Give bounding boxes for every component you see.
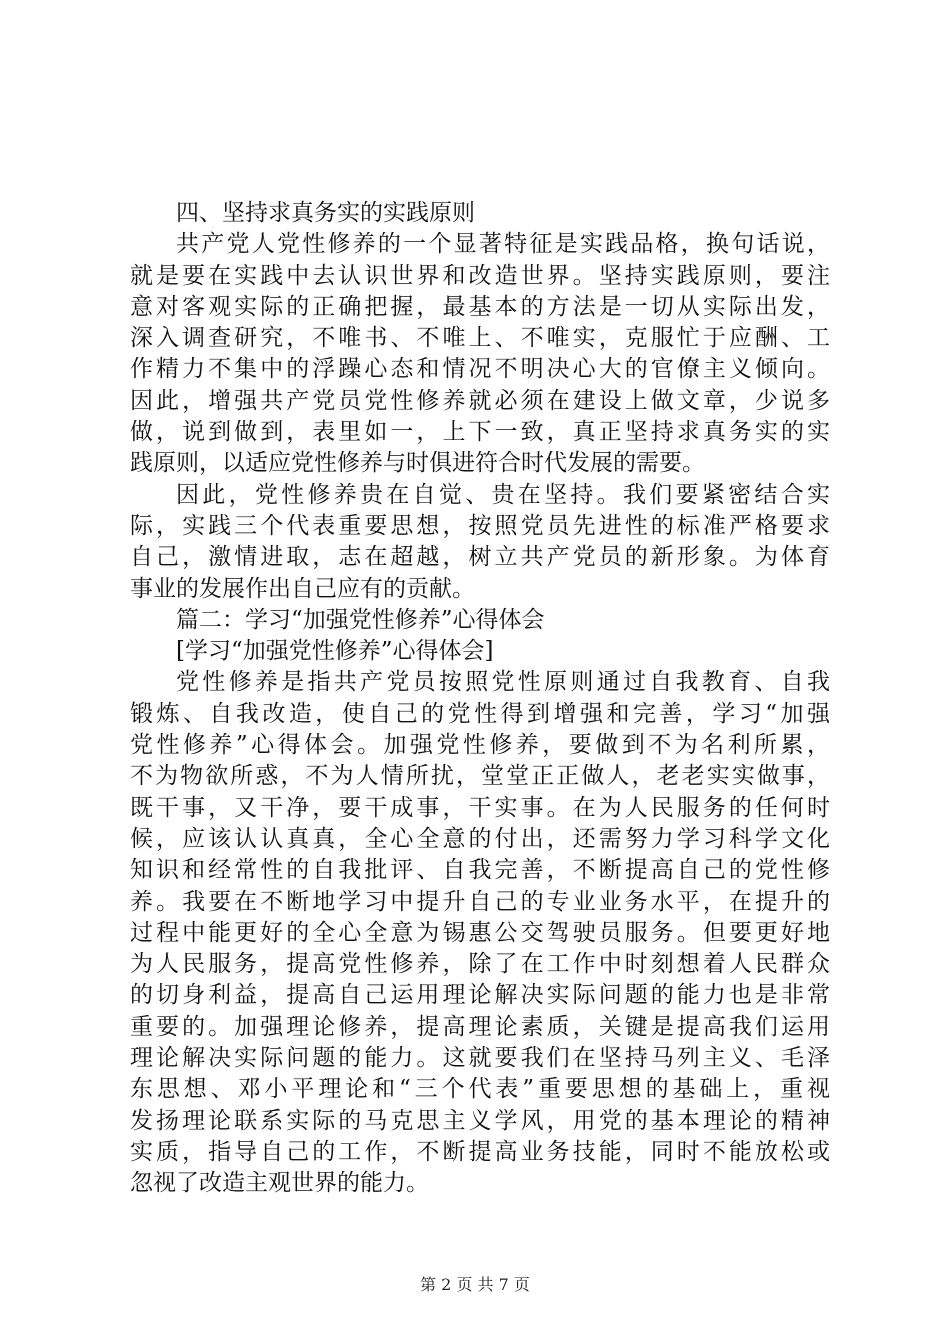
text-line: 过程中能更好的全心全意为锡惠公交驾驶员服务。但要更好地 bbox=[130, 919, 830, 946]
text-line: 为人民服务，提高党性修养，除了在工作中时刻想着人民群众 bbox=[130, 951, 830, 978]
text-line: 不为物欲所惑，不为人情所扰，堂堂正正做人，老老实实做事， bbox=[130, 763, 830, 790]
text-line: 党性修养是指共产党员按照党性原则通过自我教育、自我 bbox=[176, 669, 830, 696]
text-line: 际，实践三个代表重要思想，按照党员先进性的标准严格要求 bbox=[130, 512, 830, 539]
text-line: 事业的发展作出自己应有的贡献。 bbox=[130, 575, 475, 602]
text-line: 的切身利益，提高自己运用理论解决实际问题的能力也是非常 bbox=[130, 982, 830, 1009]
text-line: 就是要在实践中去认识世界和改造世界。坚持实践原则，要注 bbox=[130, 262, 830, 289]
text-line: 实质，指导自己的工作，不断提高业务技能，同时不能放松或 bbox=[130, 1138, 830, 1165]
text-line: 自己，激情进取，志在超越，树立共产党员的新形象。为体育 bbox=[130, 544, 830, 571]
text-line: 践原则，以适应党性修养与时俱进符合时代发展的需要。 bbox=[130, 450, 705, 477]
text-line: 作精力不集中的浮躁心态和情况不明决心大的官僚主义倾向。 bbox=[130, 356, 830, 383]
text-line: 理论解决实际问题的能力。这就要我们在坚持马列主义、毛泽 bbox=[130, 1045, 830, 1072]
text-line: 四、坚持求真务实的实践原则 bbox=[176, 200, 475, 226]
text-line: 因此，增强共产党员党性修养就必须在建设上做文章，少说多 bbox=[130, 387, 830, 414]
document-body bbox=[130, 198, 830, 1200]
text-line: 党性修养”心得体会。加强党性修养，要做到不为名利所累， bbox=[130, 732, 830, 759]
text-line: 既干事，又干净，要干成事，干实事。在为人民服务的任何时 bbox=[130, 794, 830, 821]
page-footer: 第 2 页 共 7 页 bbox=[420, 1275, 530, 1294]
text-line: [学习“加强党性修养”心得体会] bbox=[176, 638, 494, 665]
text-line: 共产党人党性修养的一个显著特征是实践品格，换句话说， bbox=[176, 231, 830, 258]
text-line: 深入调查研究，不唯书、不唯上、不唯实，克服忙于应酬、工 bbox=[130, 325, 830, 352]
text-line: 发扬理论联系实际的马克思主义学风，用党的基本理论的精神 bbox=[130, 1107, 830, 1134]
text-line: 忽视了改造主观世界的能力。 bbox=[130, 1170, 429, 1197]
text-line: 因此，党性修养贵在自觉、贵在坚持。我们要紧密结合实 bbox=[176, 481, 830, 508]
text-line: 候，应该认认真真，全心全意的付出，还需努力学习科学文化 bbox=[130, 825, 830, 852]
text-line: 重要的。加强理论修养，提高理论素质，关键是提高我们运用 bbox=[130, 1013, 830, 1040]
text-line: 养。我要在不断地学习中提升自己的专业业务水平，在提升的 bbox=[130, 888, 830, 915]
text-line: 意对客观实际的正确把握，最基本的方法是一切从实际出发， bbox=[130, 293, 830, 320]
text-line: 知识和经常性的自我批评、自我完善，不断提高自己的党性修 bbox=[130, 857, 830, 884]
text-line: 篇二：学习“加强党性修养”心得体会 bbox=[176, 606, 545, 633]
text-line: 东思想、邓小平理论和“三个代表”重要思想的基础上，重视 bbox=[130, 1076, 830, 1103]
text-line: 做，说到做到，表里如一，上下一致，真正坚持求真务实的实 bbox=[130, 419, 830, 446]
text-line: 锻炼、自我改造，使自己的党性得到增强和完善，学习“加强 bbox=[130, 700, 830, 727]
